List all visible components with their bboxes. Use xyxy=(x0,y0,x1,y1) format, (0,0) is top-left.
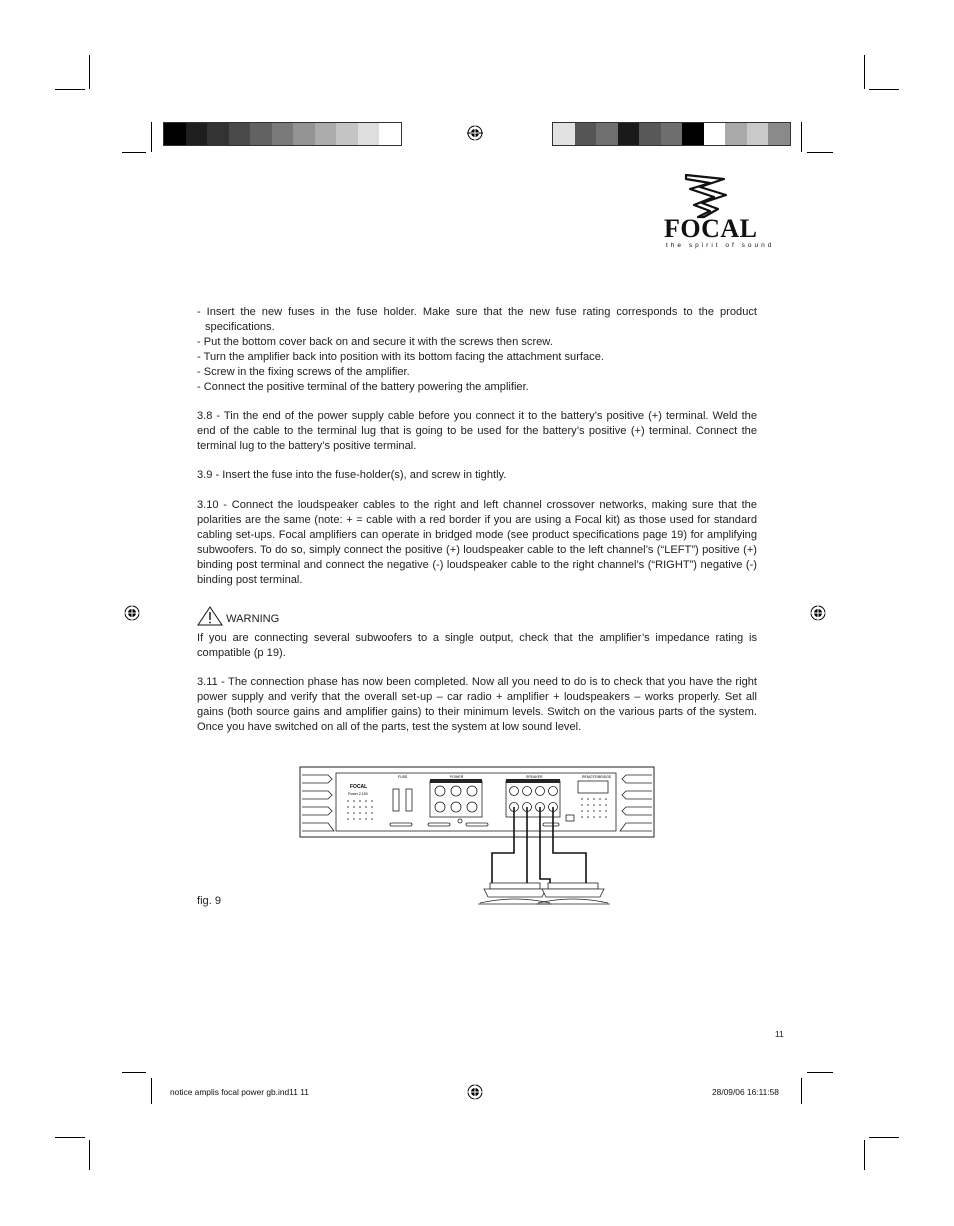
color-swatch xyxy=(768,123,790,145)
section-number: 3.10 - xyxy=(197,499,228,511)
warning-title: WARNING xyxy=(226,613,280,625)
section-3-8 xyxy=(197,409,757,454)
registration-mark-icon xyxy=(467,125,483,141)
section-3-11 xyxy=(197,675,757,735)
warning-text: If you are connecting several subwoofers to a single output, check that the amplifier’s impedance rating is compatible (p 19). xyxy=(197,632,757,659)
list-item: - Screw in the fixing screws of the amplifier. xyxy=(197,366,410,378)
color-swatch xyxy=(725,123,747,145)
color-swatch xyxy=(164,123,186,145)
color-swatch xyxy=(315,123,337,145)
color-swatch xyxy=(358,123,380,145)
color-swatch xyxy=(293,123,315,145)
color-swatch xyxy=(747,123,769,145)
color-swatch xyxy=(250,123,272,145)
section-number: 3.9 - xyxy=(197,469,220,481)
section-text: The connection phase has now been completed. Now all you need to do is to check that you have the right power supply and verify that the overall set-up – car radio + amplifier + loudspeakers – works properly. Set all gains (both source gains and amplifier gains) to their minimum levels. Switch on the various parts of the system. Once you have switched on all of the parts, test the system at low sound level. xyxy=(197,676,758,733)
color-swatch xyxy=(229,123,251,145)
section-number: 3.11 - xyxy=(197,676,225,688)
figure-label: fig. 9 xyxy=(197,895,222,907)
color-swatch xyxy=(639,123,661,145)
registration-mark-icon xyxy=(810,605,826,621)
color-swatch xyxy=(272,123,294,145)
section-3-10 xyxy=(197,498,757,588)
amp-brand: FOCAL xyxy=(350,784,368,790)
amp-model: Power 2.150 xyxy=(348,792,368,796)
color-swatch xyxy=(379,123,401,145)
subwoofer-right xyxy=(536,883,610,904)
registration-mark-icon xyxy=(124,605,140,621)
section-3-9 xyxy=(197,468,757,483)
list-item: - Connect the positive terminal of the battery powering the amplifier. xyxy=(197,381,529,393)
color-swatch xyxy=(661,123,683,145)
amplifier-wiring-figure xyxy=(298,765,656,910)
color-bar-left xyxy=(163,122,402,146)
page-number: 11 xyxy=(775,1029,784,1039)
power-label: POWER xyxy=(450,775,464,779)
color-bar-right xyxy=(552,122,791,146)
section-text: Connect the loudspeaker cables to the right and left channel crossover networks, making sure that the polarities are the same (note: + = cable with a red border if you are using a Focal kit) as those used for standard cabling set-ups. Focal amplifiers can operate in bridged mode (see product specifications page 19) for amplifying subwoofers. To do so, simply connect the positive (+) loudspeaker cable to the left channel’s (“LEFT”) positive (+) binding post terminal and connect the negative (-) loudspeaker cable to the right channel’s (“RIGHT”) negative (-) binding post terminal. xyxy=(197,499,757,586)
footer-file: notice amplis focal power gb.ind11 11 xyxy=(170,1087,309,1097)
footer-date: 28/09/06 16:11:58 xyxy=(712,1087,779,1097)
fuse-label: FUSE xyxy=(398,775,408,779)
logo-tagline: the spirit of sound xyxy=(666,242,775,249)
section-text: Insert the fuse into the fuse-holder(s), and screw in tightly. xyxy=(219,469,507,481)
logo-wordmark: FOCAL xyxy=(664,214,758,243)
color-swatch xyxy=(186,123,208,145)
registration-mark-icon xyxy=(467,1084,483,1100)
warning-icon xyxy=(197,606,223,626)
color-swatch xyxy=(618,123,640,145)
section-number: 3.8 - xyxy=(197,410,221,422)
color-swatch xyxy=(553,123,575,145)
remote-bridge-label: REMOTE/BRIDGE xyxy=(582,775,612,779)
list-item: - Put the bottom cover back on and secure it with the screws then screw. xyxy=(197,336,553,348)
color-swatch xyxy=(336,123,358,145)
speaker-label: SPEAKER xyxy=(526,775,543,779)
color-swatch xyxy=(704,123,726,145)
list-item: - Turn the amplifier back into position with its bottom facing the attachment surface. xyxy=(197,351,604,363)
list-item: - Insert the new fuses in the fuse holder. Make sure that the new fuse rating corresponds to the product specifications. xyxy=(197,306,757,333)
color-swatch xyxy=(575,123,597,145)
subwoofer-left xyxy=(478,883,552,904)
warning-heading xyxy=(197,606,279,627)
instruction-list xyxy=(197,305,757,395)
color-swatch xyxy=(596,123,618,145)
color-swatch xyxy=(682,123,704,145)
focal-logo xyxy=(664,173,775,253)
color-swatch xyxy=(207,123,229,145)
section-text: Tin the end of the power supply cable before you connect it to the battery’s positive (+) terminal. Weld the end of the cable to the terminal lug that is going to be used for the battery’s positive (+) terminal. Connect the terminal lug to the battery’s positive terminal. xyxy=(197,410,758,452)
